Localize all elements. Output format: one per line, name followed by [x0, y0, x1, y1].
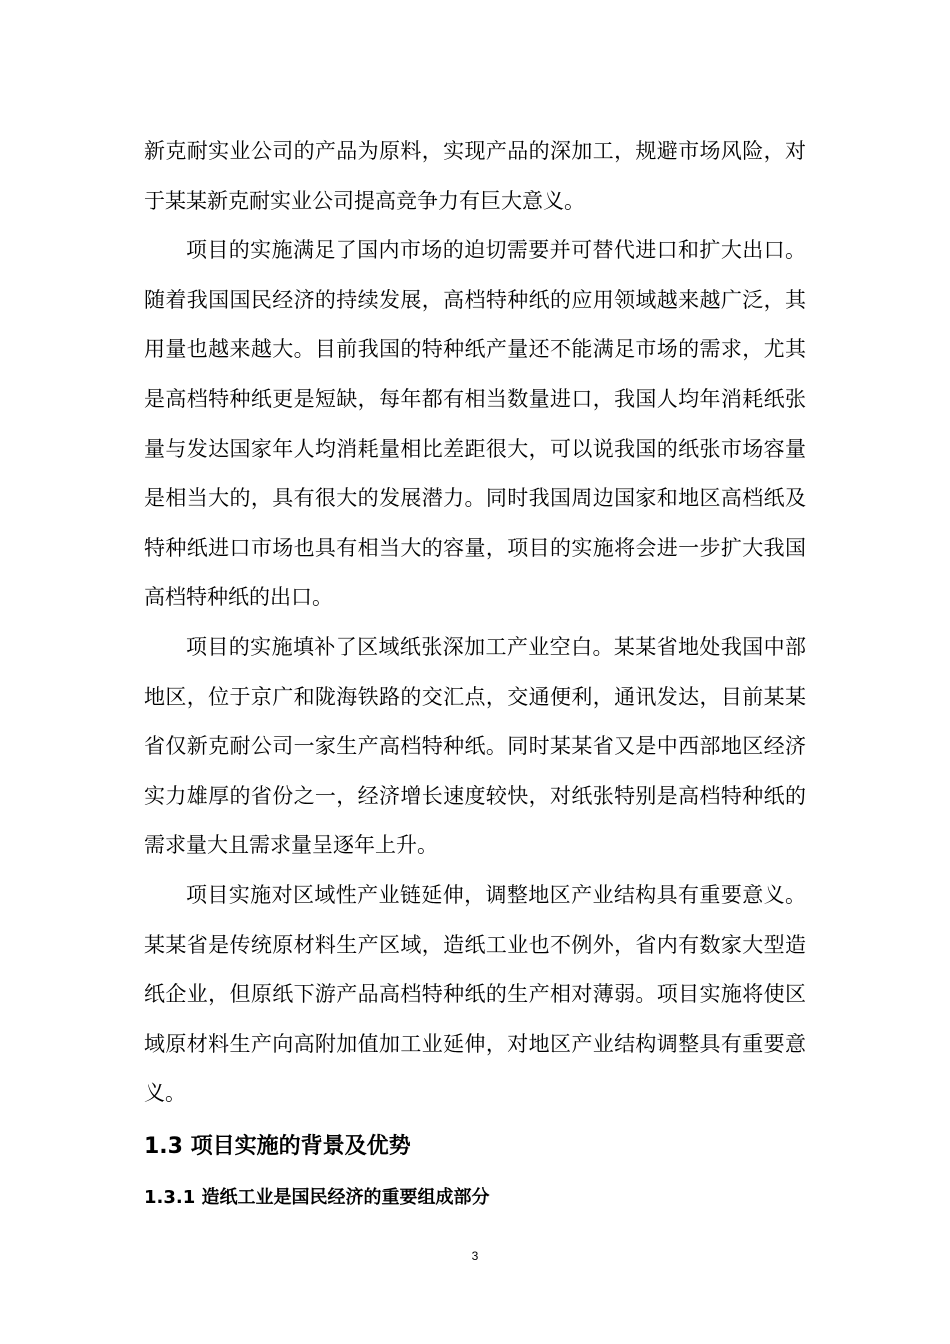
- page-number: 3: [471, 1249, 479, 1263]
- paragraph-industry-chain: 项目实施对区域性产业链延伸，调整地区产业结构具有重要意义。某某省是传统原材料生产区域，造纸工业也不例外，省内有数家大型造纸企业，但原纸下游产品高档特种纸的生产相对薄弱。项目实施将使区域原材料生产向高附加值加工业延伸，对地区产业结构调整具有重要意义。: [144, 882, 806, 1106]
- subsection-heading: 1.3.1 造纸工业是国民经济的重要组成部分: [144, 1186, 490, 1208]
- document-body: [144, 127, 806, 1221]
- paragraph-regional-gap: 项目的实施填补了区域纸张深加工产业空白。某某省地处我国中部地区，位于京广和陇海铁路的交汇点，交通便利，通讯发达，目前某某省仅新克耐公司一家生产高档特种纸。同时某某省又是中西部地区经济实力雄厚的省份之一，经济增长速度较快，对纸张特别是高档特种纸的需求量大且需求量呈逐年上升。: [144, 634, 806, 858]
- paragraph-continuation: 新克耐实业公司的产品为原料，实现产品的深加工，规避市场风险，对于某某新克耐实业公司提高竞争力有巨大意义。: [144, 139, 806, 213]
- section-heading: 1.3 项目实施的背景及优势: [144, 1133, 411, 1159]
- paragraph-market-demand: 项目的实施满足了国内市场的迫切需要并可替代进口和扩大出口。随着我国国民经济的持续发展，高档特种纸的应用领域越来越广泛，其用量也越来越大。目前我国的特种纸产量还不能满足市场的需求，尤其是高档特种纸更是短缺，每年都有相当数量进口，我国人均年消耗纸张量与发达国家年人均消耗量相比差距很大，可以说我国的纸张市场容量是相当大的，具有很大的发展潜力。同时我国周边国家和地区高档纸及特种纸进口市场也具有相当大的容量，项目的实施将会进一步扩大我国高档特种纸的出口。: [144, 238, 806, 610]
